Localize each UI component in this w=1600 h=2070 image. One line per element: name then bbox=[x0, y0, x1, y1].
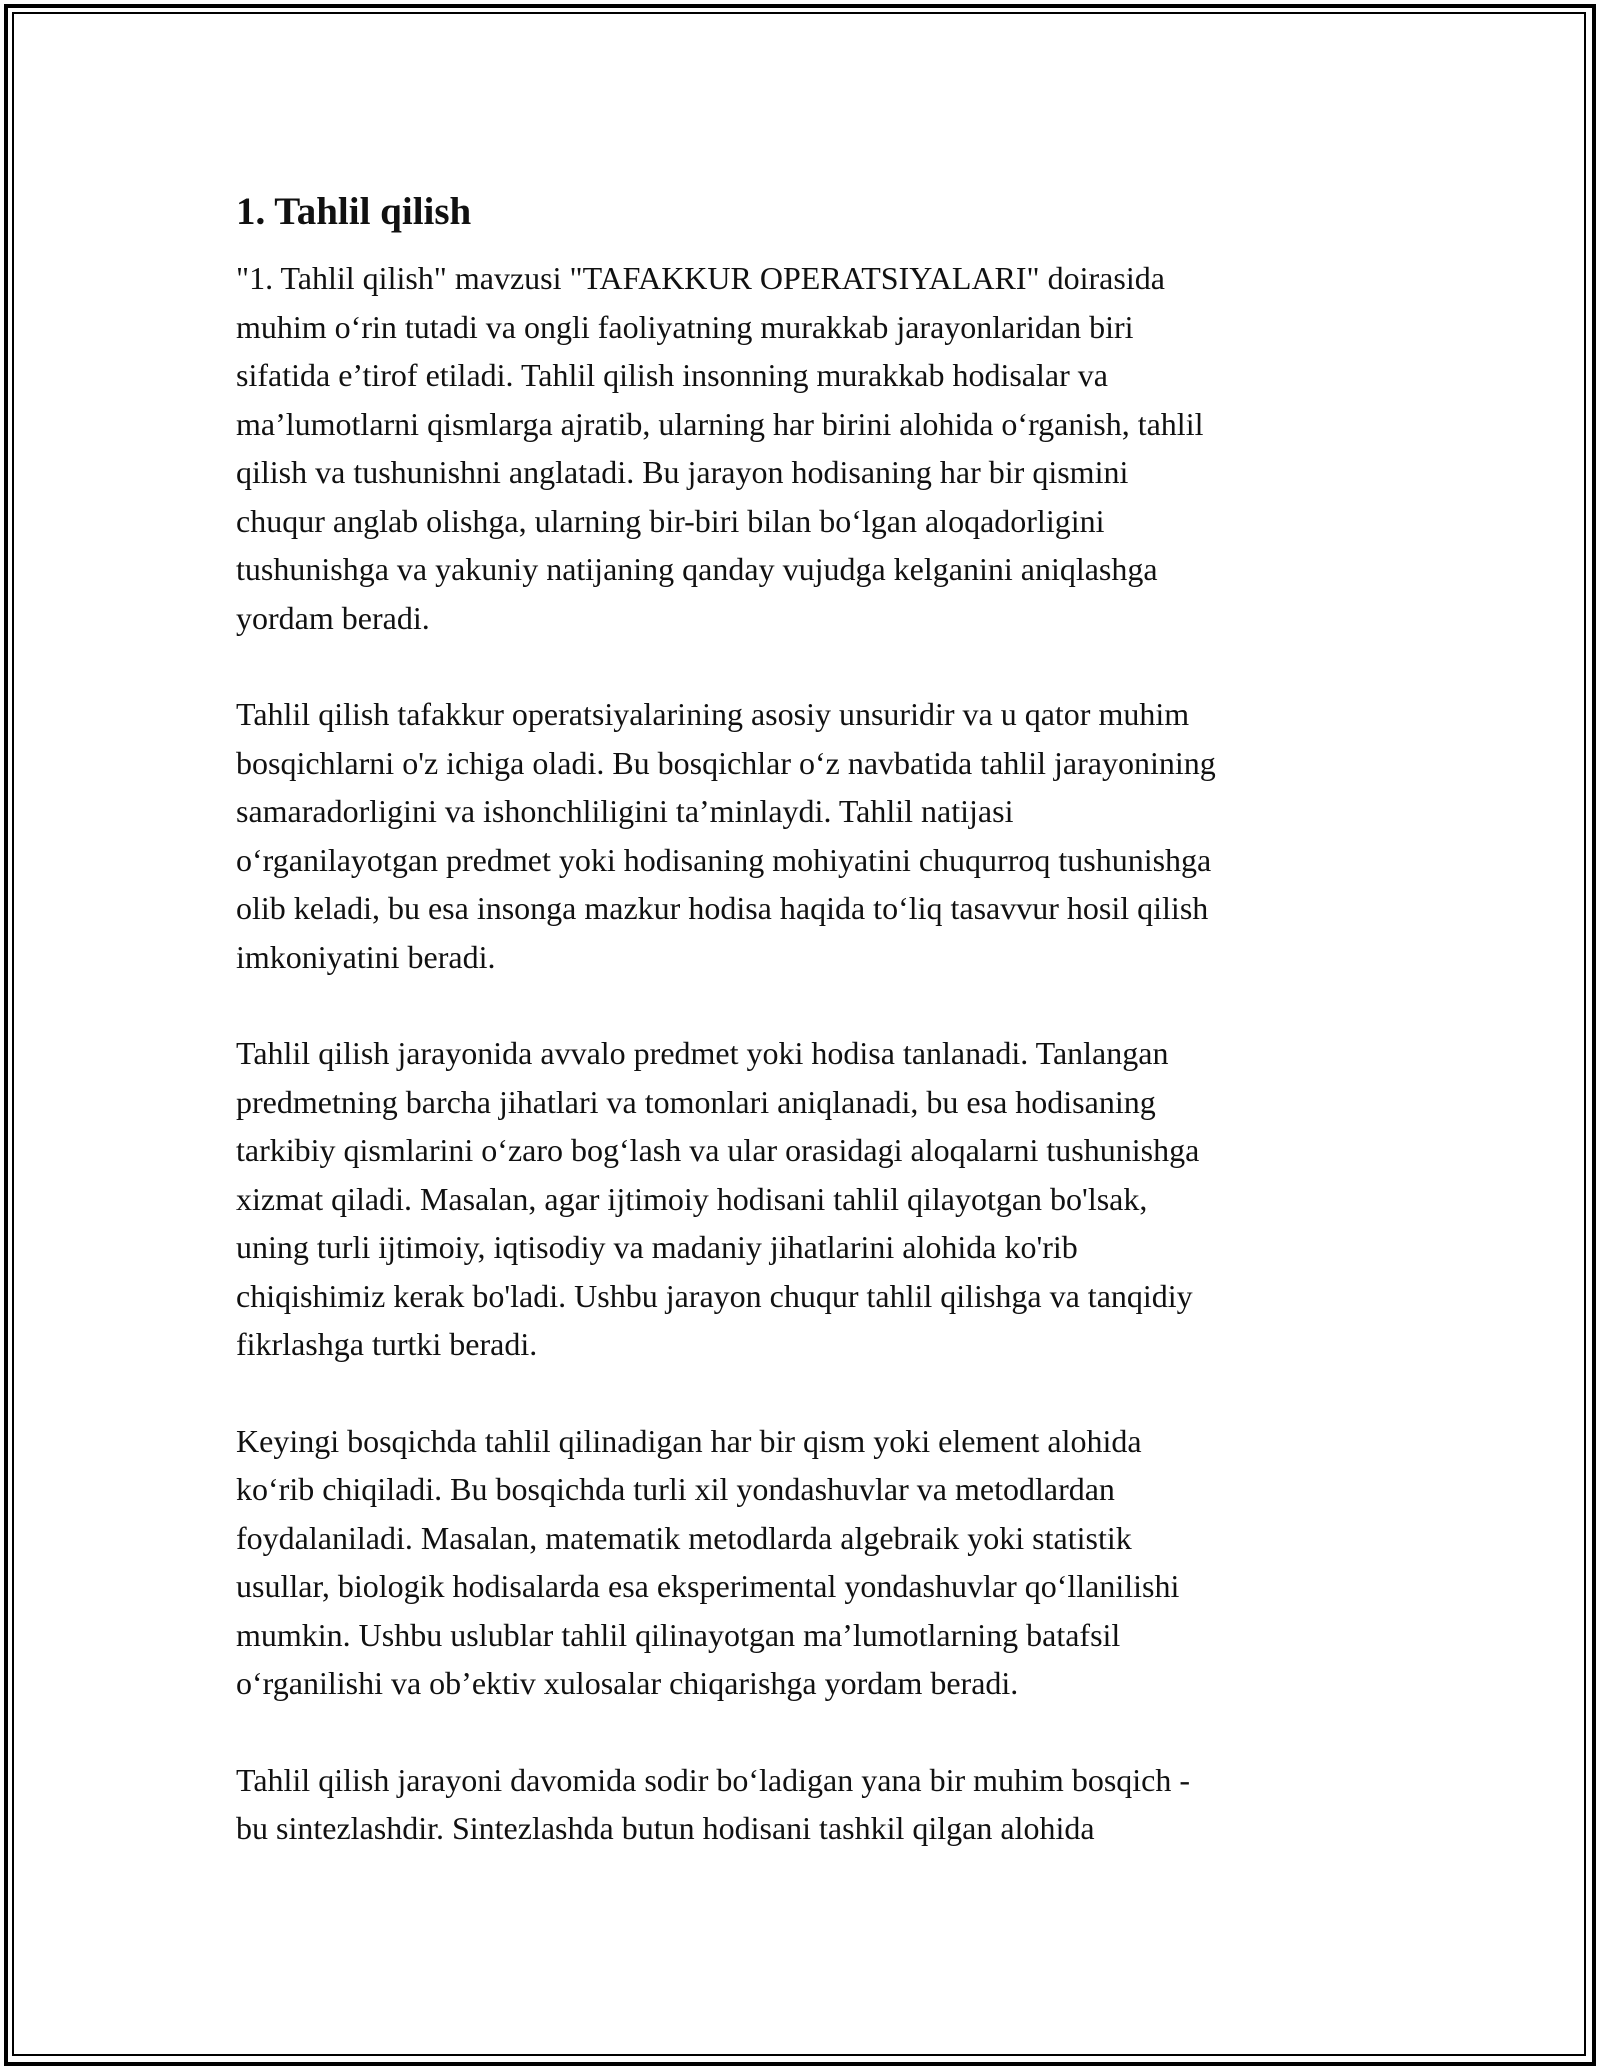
paragraph-5: Tahlil qilish jarayoni davomida sodir bo‘ladigan yana bir muhim bosqich - bu sintezlashdir. Sintezlashda butun hodisani tashkil qilgan alohida bbox=[236, 1761, 1191, 1846]
document-body bbox=[236, 186, 1376, 1901]
paragraph-3: Tahlil qilish jarayonida avvalo predmet yoki hodisa tanlanadi. Tanlangan predmetning barcha jihatlari va tomonlari aniqlanadi, bu esa hodisaning tarkibiy qismlarini o‘zaro bog‘lash va ular orasidagi aloqalarni tushunishga xizmat qiladi. Masalan, agar ijtimoiy hodisani tahlil qilayotgan bo'lsak, uning turli ijtimoiy, iqtisodiy va madaniy jihatlarini alohida ko'rib chiqishimiz kerak bo'ladi. Ushbu jarayon chuqur tahlil qilishga va tanqidiy fikrlashga turtki beradi. bbox=[236, 1035, 1200, 1362]
paragraph-4: Keyingi bosqichda tahlil qilinadigan har bir qism yoki element alohida ko‘rib chiqiladi. Bu bosqichda turli xil yondashuvlar va metodlardan foydalaniladi. Masalan, matematik metodlarda algebraik yoki statistik usullar, biologik hodisalarda esa eksperimental yondashuvlar qo‘llanilishi mumkin. Ushbu uslublar tahlil qilinayotgan ma’lumotlarning batafsil o‘rganilishi va ob’ektiv xulosalar chiqarishga yordam beradi. bbox=[236, 1422, 1180, 1701]
paragraph-1: "1. Tahlil qilish" mavzusi "TAFAKKUR OPERATSIYALARI" doirasida muhim o‘rin tutadi va ongli faoliyatning murakkab jarayonlaridan biri sifatida e’tirof etiladi. Tahlil qilish insonning murakkab hodisalar va ma’lumotlarni qismlarga ajratib, ularning har birini alohida o‘rganish, tahlil qilish va tushunishni anglatadi. Bu jarayon hodisaning har bir qismini chuqur anglab olishga, ularning bir-biri bilan bo‘lgan aloqadorligini tushunishga va yakuniy natijaning qanday vujudga kelganini aniqlashga yordam beradi. bbox=[236, 260, 1204, 636]
section-heading: 1. Tahlil qilish bbox=[236, 190, 472, 233]
paragraph-2: Tahlil qilish tafakkur operatsiyalarining asosiy unsuridir va u qator muhim bosqichlarni o'z ichiga oladi. Bu bosqichlar o‘z navbatida tahlil jarayonining samaradorligini va ishonchliligini ta’minlaydi. Tahlil natijasi o‘rganilayotgan predmet yoki hodisaning mohiyatini chuqurroq tushunishga olib keladi, bu esa insonga mazkur hodisa haqida to‘liq tasavvur hosil qilish imkoniyatini beradi. bbox=[236, 696, 1216, 975]
